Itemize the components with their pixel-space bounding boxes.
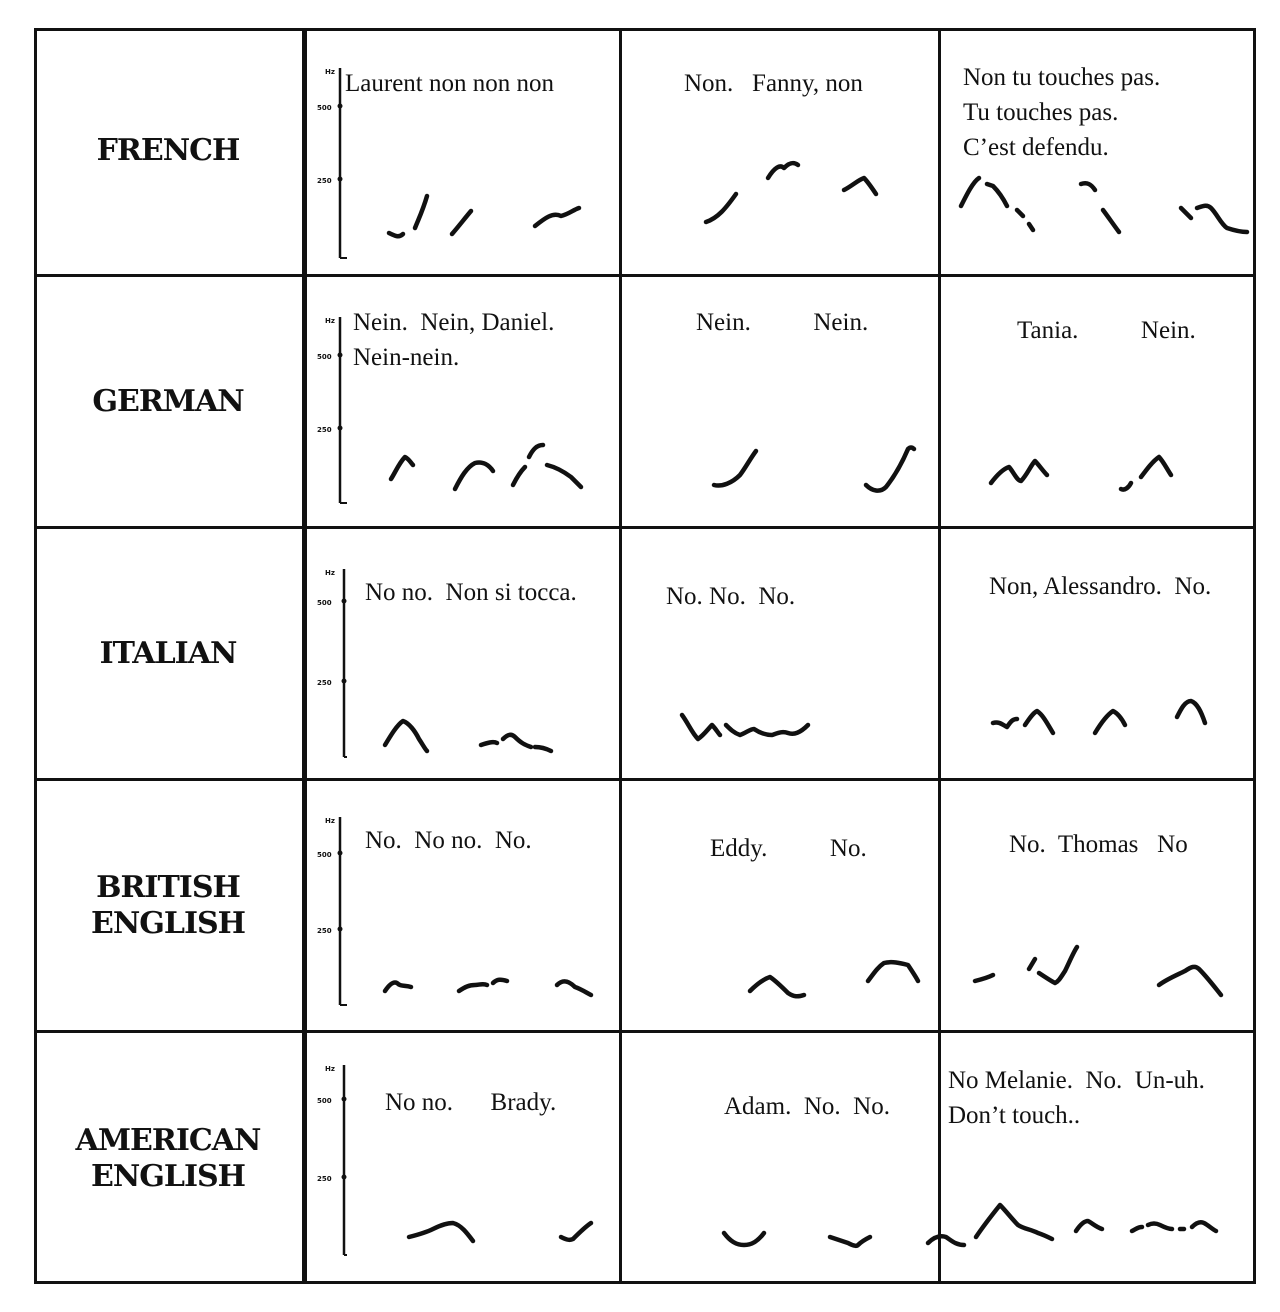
pitch-contour <box>307 781 619 1030</box>
axis-tick-500: 500 <box>317 104 332 112</box>
axis-tick-250: 250 <box>317 1175 332 1183</box>
utterance-text: No. No. No. <box>666 583 796 610</box>
pitch-cell <box>941 529 1256 778</box>
pitch-cell <box>307 781 619 1030</box>
utterance-text: Eddy. No. <box>710 835 867 862</box>
axis-tick-500: 500 <box>317 1097 332 1105</box>
axis-tick-250: 250 <box>317 679 332 687</box>
pitch-contour <box>941 781 1256 1030</box>
pitch-cell <box>622 529 938 778</box>
pitch-contour <box>944 1033 1256 1284</box>
pitch-cell <box>622 28 938 274</box>
pitch-cell <box>622 781 938 1030</box>
intonation-comparison-grid <box>34 28 1256 1284</box>
pitch-contour <box>307 28 619 274</box>
utterance-text: Nein. Nein, Daniel. Nein-nein. <box>353 309 555 371</box>
axis-tick-500: 500 <box>317 353 332 361</box>
pitch-contour <box>307 529 619 778</box>
pitch-cell <box>307 529 619 778</box>
pitch-contour <box>941 28 1256 274</box>
utterance-text: Non, Alessandro. No. <box>989 573 1212 600</box>
language-label-italian: ITALIAN <box>99 635 237 671</box>
axis-unit-tick: Hz <box>325 1065 335 1073</box>
pitch-cell <box>941 277 1256 526</box>
pitch-contour <box>622 1033 938 1284</box>
language-label-french: FRENCH <box>96 133 240 168</box>
pitch-cell <box>307 28 619 274</box>
pitch-cell <box>307 277 619 526</box>
utterance-text: No Melanie. No. Un-uh. Don’t touch.. <box>948 1067 1205 1129</box>
axis-unit-tick: Hz <box>325 68 335 76</box>
utterance-text: Adam. No. No. <box>724 1093 890 1120</box>
pitch-contour <box>622 529 938 778</box>
axis-unit-tick: Hz <box>325 569 335 577</box>
utterance-text: No no. Brady. <box>385 1089 557 1116</box>
pitch-cell <box>941 781 1256 1030</box>
pitch-contour <box>941 277 1256 526</box>
axis-tick-250: 250 <box>317 426 332 434</box>
utterance-text: Tania. Nein. <box>1017 317 1196 344</box>
pitch-contour <box>622 28 938 274</box>
utterance-text: Non tu touches pas. Tu touches pas. C’est defendu. <box>963 64 1161 161</box>
pitch-contour <box>307 277 619 526</box>
axis-tick-500: 500 <box>317 851 332 859</box>
pitch-cell <box>622 277 938 526</box>
axis-tick-250: 250 <box>317 927 332 935</box>
utterance-text: No no. Non si tocca. <box>365 579 577 606</box>
axis-tick-500: 500 <box>317 599 332 607</box>
pitch-cell <box>307 1033 619 1284</box>
pitch-contour <box>307 1033 619 1284</box>
pitch-contour <box>941 529 1256 778</box>
pitch-cell <box>944 1033 1256 1284</box>
pitch-cell <box>941 28 1256 274</box>
axis-unit-tick: Hz <box>325 317 335 325</box>
utterance-text: Nein. Nein. <box>696 309 869 336</box>
utterance-text: No. Thomas No <box>1009 831 1188 858</box>
language-label-american-english: AMERICAN ENGLISH <box>75 1122 261 1194</box>
language-label-british-english: BRITISH ENGLISH <box>90 869 246 941</box>
language-label-german: GERMAN <box>92 383 244 419</box>
pitch-cell <box>622 1033 938 1284</box>
axis-unit-tick: Hz <box>325 817 335 825</box>
utterance-text: Non. Fanny, non <box>684 70 863 97</box>
utterance-text: No. No no. No. <box>365 827 532 854</box>
pitch-contour <box>622 277 938 526</box>
pitch-contour <box>622 781 938 1030</box>
axis-tick-250: 250 <box>317 177 332 185</box>
utterance-text: Laurent non non non <box>345 70 554 97</box>
